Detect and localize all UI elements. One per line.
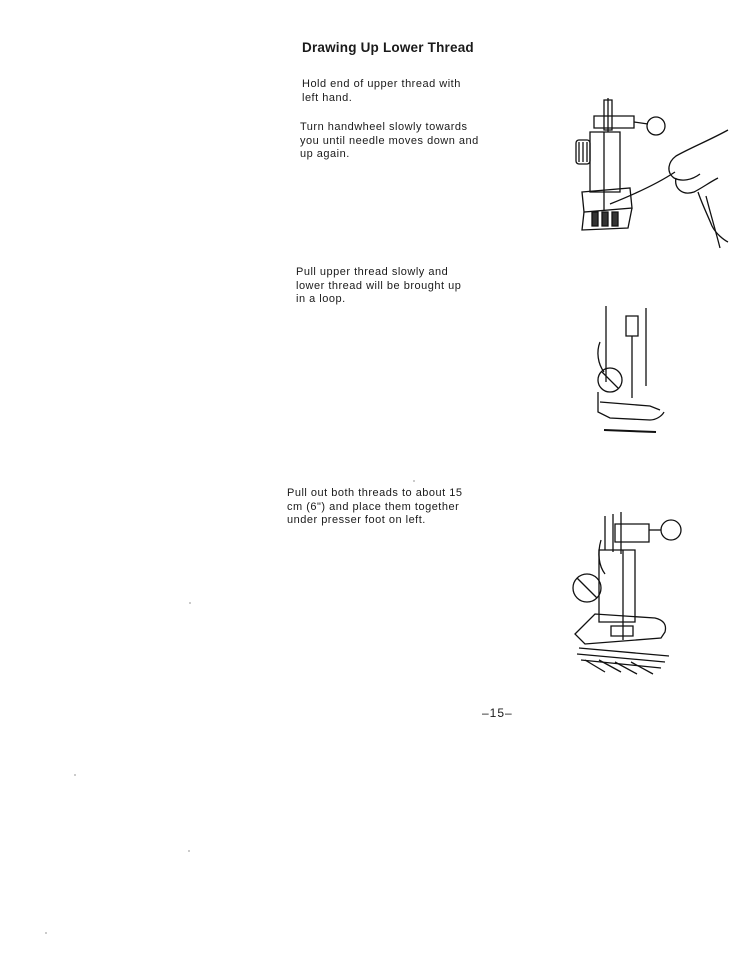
instruction-hold-thread: Hold end of upper thread with left hand. [302, 78, 461, 104]
scan-speck [413, 480, 415, 482]
scan-speck [189, 602, 191, 604]
illustration-threads-under-foot [565, 510, 685, 680]
scan-speck [74, 774, 76, 776]
scan-speck [45, 932, 47, 934]
illustration-hand-holding-thread [570, 92, 730, 262]
instruction-pull-out-threads: Pull out both threads to about 15 cm (6") and place them together under presser foot on left. [287, 487, 463, 526]
instruction-turn-handwheel: Turn handwheel slowly towards you until needle moves down and up again. [300, 121, 479, 160]
instruction-pull-upper-thread: Pull upper thread slowly and lower thread will be brought up in a loop. [296, 266, 462, 305]
page-number: –15– [482, 706, 513, 720]
illustration-needle-side-view [590, 302, 670, 437]
scan-speck [188, 850, 190, 852]
page-title: Drawing Up Lower Thread [302, 40, 474, 55]
